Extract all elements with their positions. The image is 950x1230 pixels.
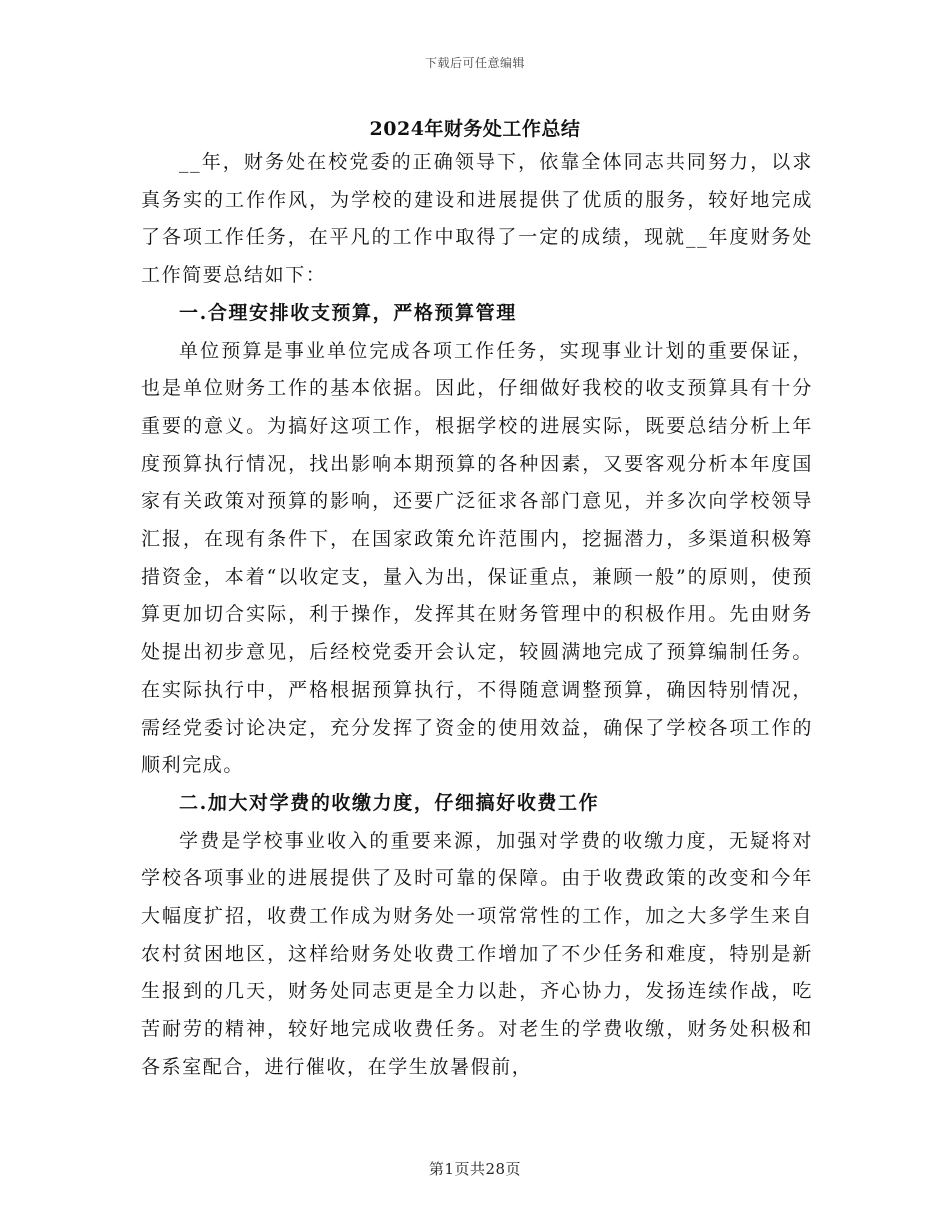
- document-title: 2024年财务处工作总结: [369, 118, 581, 140]
- section-heading-1: 一.合理安排收支预算，严格预算管理: [179, 301, 517, 324]
- header-note: 下载后可任意编辑: [424, 56, 525, 70]
- section-2-paragraph: 学费是学校事业收入的重要来源，加强对学费的收缴力度，无疑将对学校各项事业的进展提供了及时可靠的保障。由于收费政策的改变和今年大幅度扩招，收费工作成为财务处一项常常性的工作，加之大多学生来自农村贫困地区，这样给财务处收费工作增加了不少任务和难度，特别是新生报到的几天，财务处同志更是全力以赴，齐心协力，发扬连续作战，吃苦耐劳的精神，较好地完成收费任务。对老生的学费收缴，财务处积极和各系室配合，进行催收，在学生放暑假前，: [141, 829, 813, 1078]
- document-body: [141, 144, 813, 1087]
- section-1-paragraph: 单位预算是事业单位完成各项工作任务，实现事业计划的重要保证，也是单位财务工作的基本依据。因此，仔细做好我校的收支预算具有十分重要的意义。为搞好这项工作，根据学校的进展实际，既要总结分析上年度预算执行情况，找出影响本期预算的各种因素，又要客观分析本年度国家有关政策对预算的影响，还要广泛征求各部门意见，并多次向学校领导汇报，在现有条件下，在国家政策允许范围内，挖掘潜力，多渠道积极筹措资金，本着“以收定支，量入为出，保证重点，兼顾一般”的原则，使预算更加切合实际，利于操作，发挥其在财务管理中的积极作用。先由财务处提出初步意见，后经校党委开会认定，较圆满地完成了预算编制任务。在实际执行中，严格根据预算执行，不得随意调整预算，确因特别情况，需经党委讨论决定，充分发挥了资金的使用效益，确保了学校各项工作的顺利完成。: [141, 339, 813, 777]
- intro-paragraph: __年，财务处在校党委的正确领导下，依靠全体同志共同努力，以求真务实的工作作风，为学校的建设和进展提供了优质的服务，较好地完成了各项工作任务，在平凡的工作中取得了一定的成绩，现就__年度财务处工作简要总结如下：: [141, 151, 813, 287]
- page-number-footer: 第1页共28页: [428, 1160, 522, 1178]
- section-heading-2: 二.加大对学费的收缴力度，仔细搞好收费工作: [179, 791, 600, 814]
